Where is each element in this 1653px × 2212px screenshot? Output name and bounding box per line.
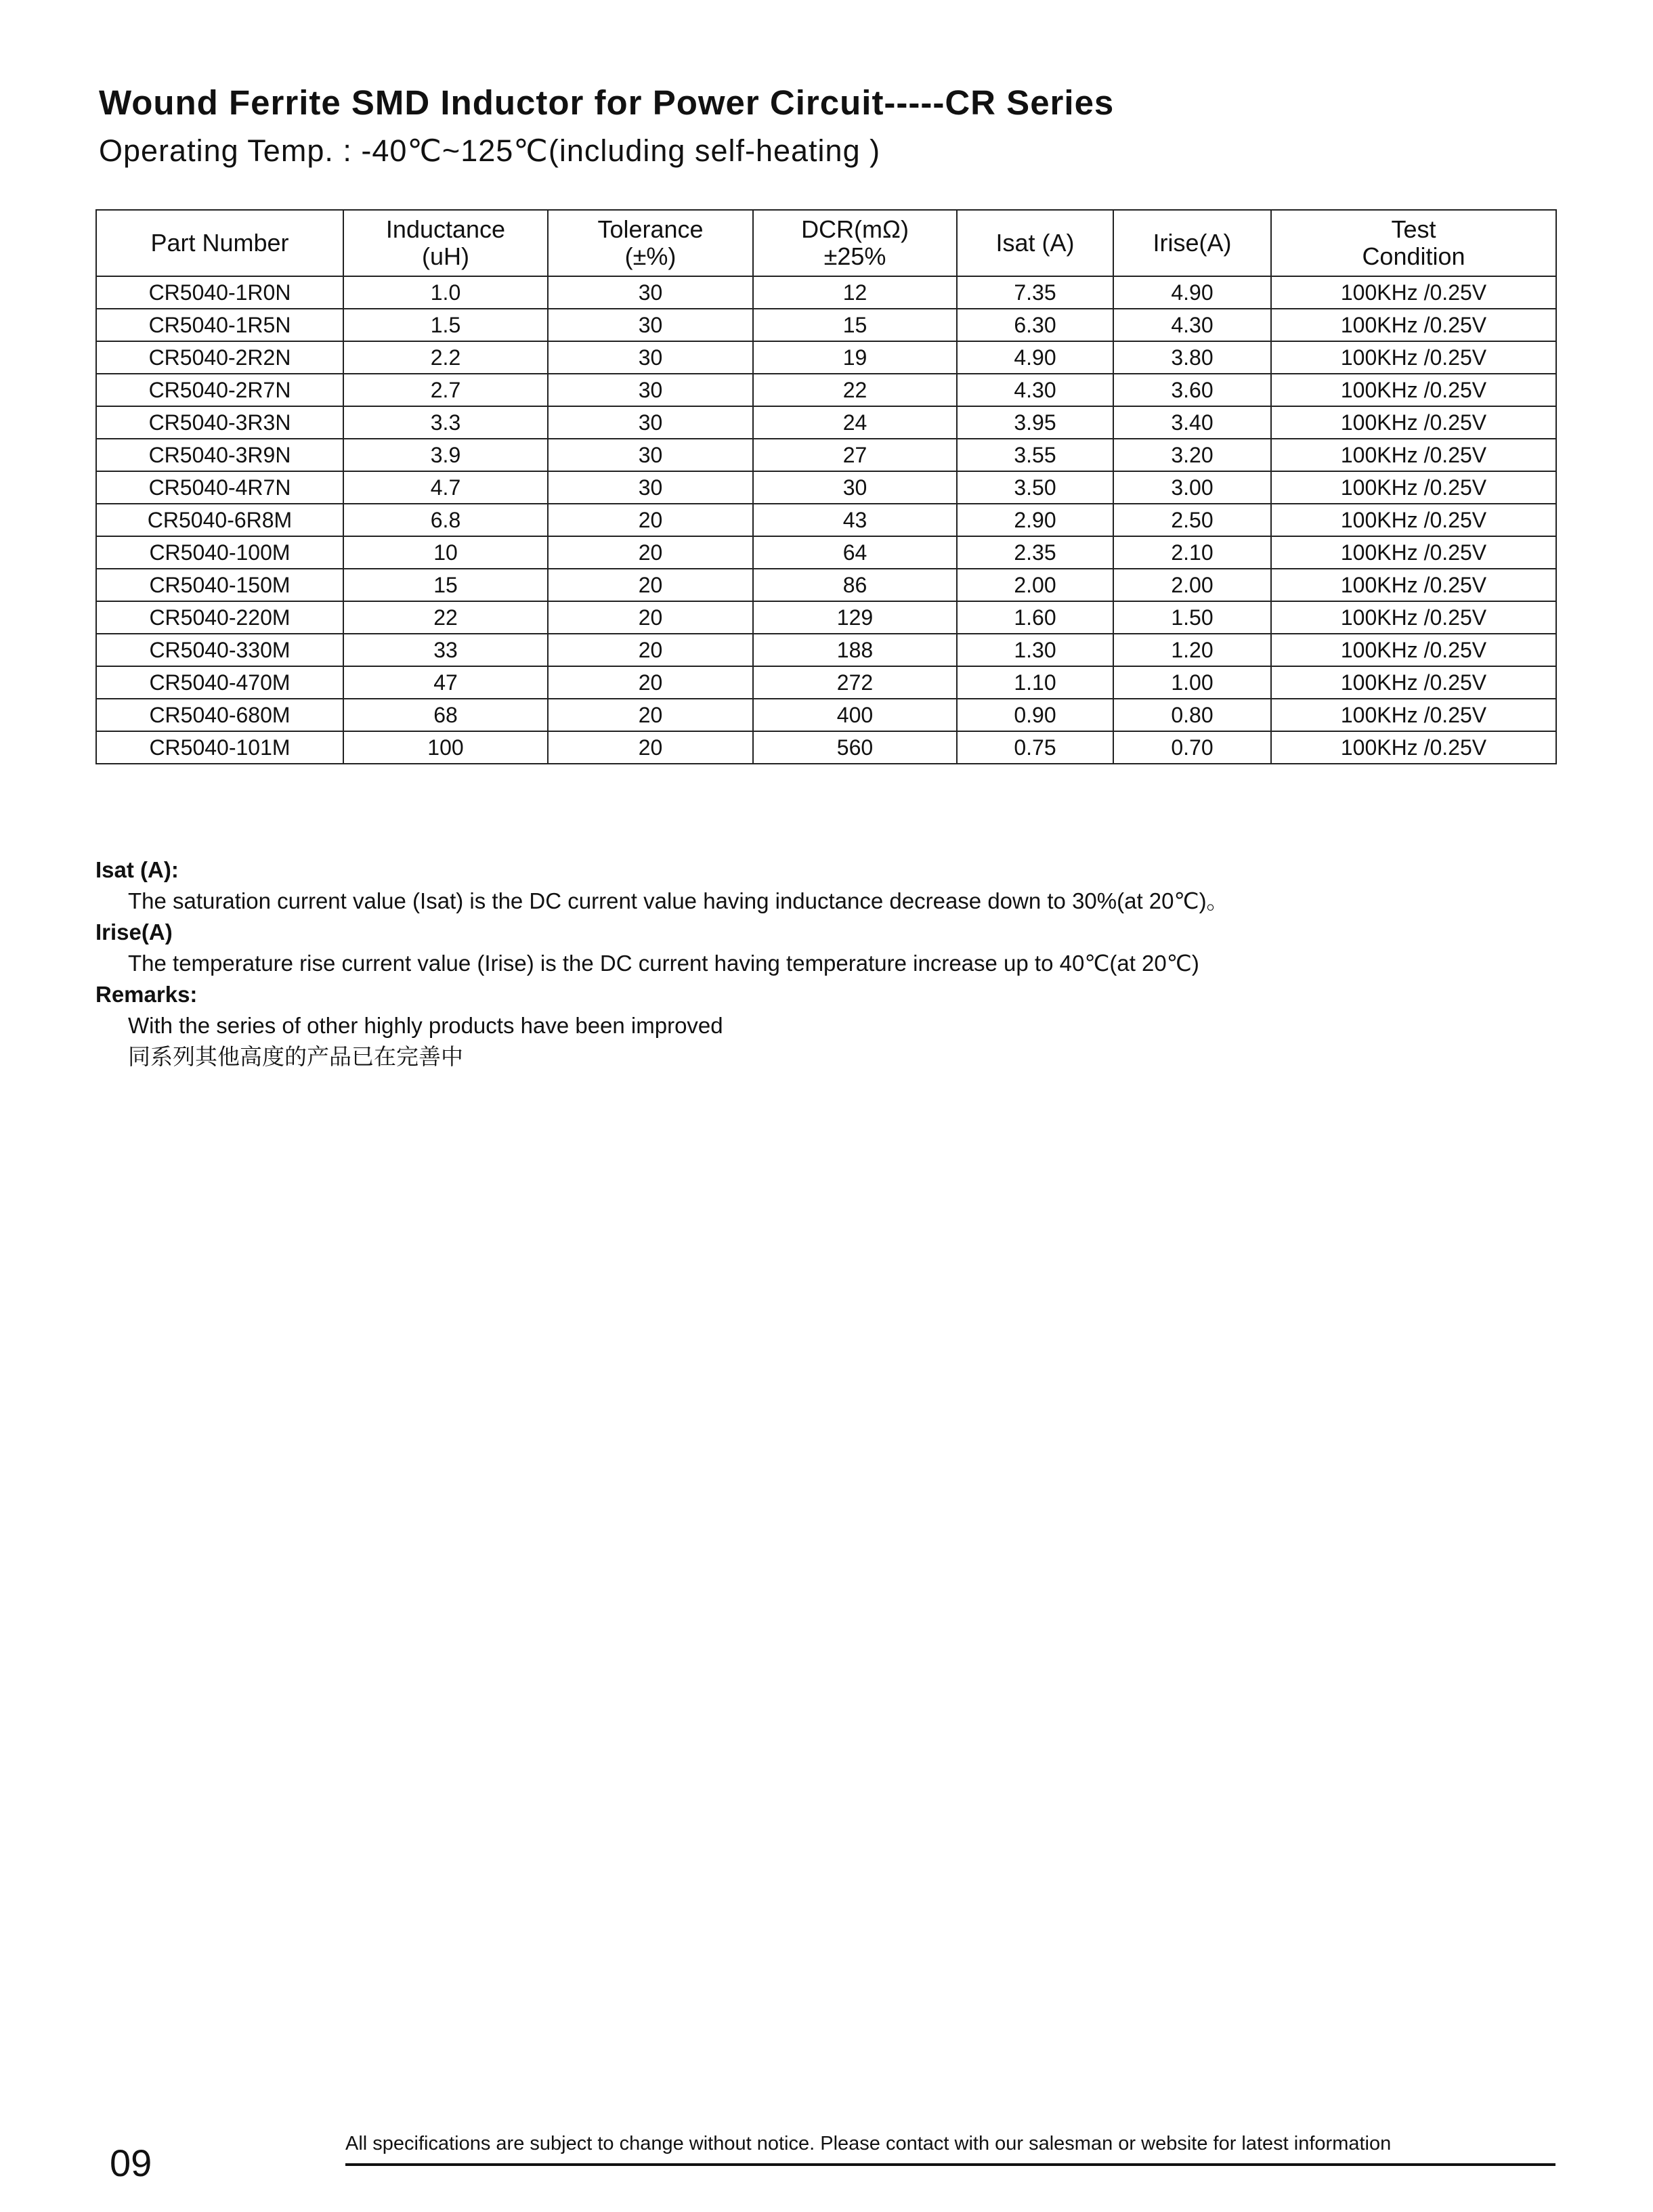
isat-cell: 2.35	[957, 536, 1113, 569]
tolerance-cell: 30	[548, 374, 753, 406]
test-condition-cell: 100KHz /0.25V	[1271, 699, 1556, 731]
operating-temperature: Operating Temp. : -40℃~125℃(including self-heating )	[99, 133, 881, 168]
table-row	[96, 276, 1556, 309]
test-condition-cell: 100KHz /0.25V	[1271, 406, 1556, 439]
inductance-cell: 1.0	[343, 276, 548, 309]
isat-cell: 6.30	[957, 309, 1113, 341]
part-number-cell: CR5040-220M	[96, 601, 343, 634]
isat-cell: 0.90	[957, 699, 1113, 731]
col-header-tolerance: Tolerance (±%)	[548, 210, 753, 276]
inductance-cell: 2.2	[343, 341, 548, 374]
isat-cell: 7.35	[957, 276, 1113, 309]
col-header-part-number: Part Number	[96, 210, 343, 276]
note-heading: Isat (A):	[95, 857, 179, 882]
part-number-cell: CR5040-1R0N	[96, 276, 343, 309]
dcr-cell: 30	[753, 471, 957, 504]
test-condition-cell: 100KHz /0.25V	[1271, 276, 1556, 309]
irise-cell: 0.80	[1113, 699, 1271, 731]
isat-cell: 2.90	[957, 504, 1113, 536]
test-condition-cell: 100KHz /0.25V	[1271, 731, 1556, 764]
irise-cell: 1.20	[1113, 634, 1271, 666]
tolerance-cell: 30	[548, 276, 753, 309]
table-row	[96, 666, 1556, 699]
page-number: 09	[110, 2142, 152, 2184]
test-condition-cell: 100KHz /0.25V	[1271, 341, 1556, 374]
tolerance-cell: 30	[548, 341, 753, 374]
part-number-cell: CR5040-2R2N	[96, 341, 343, 374]
table-row	[96, 569, 1556, 601]
table-body	[96, 276, 1556, 764]
irise-cell: 2.10	[1113, 536, 1271, 569]
test-condition-cell: 100KHz /0.25V	[1271, 601, 1556, 634]
isat-cell: 1.10	[957, 666, 1113, 699]
part-number-cell: CR5040-2R7N	[96, 374, 343, 406]
tolerance-cell: 30	[548, 406, 753, 439]
dcr-cell: 22	[753, 374, 957, 406]
tolerance-cell: 20	[548, 731, 753, 764]
irise-cell: 4.90	[1113, 276, 1271, 309]
table-row	[96, 504, 1556, 536]
irise-cell: 1.00	[1113, 666, 1271, 699]
table-header-row	[96, 210, 1556, 276]
isat-cell: 1.30	[957, 634, 1113, 666]
dcr-cell: 86	[753, 569, 957, 601]
col-header-test-condition: Test Condition	[1271, 210, 1556, 276]
isat-cell: 3.95	[957, 406, 1113, 439]
part-number-cell: CR5040-101M	[96, 731, 343, 764]
dcr-cell: 43	[753, 504, 957, 536]
inductance-cell: 22	[343, 601, 548, 634]
inductance-cell: 33	[343, 634, 548, 666]
col-header-inductance: Inductance (uH)	[343, 210, 548, 276]
inductance-cell: 100	[343, 731, 548, 764]
irise-cell: 3.40	[1113, 406, 1271, 439]
tolerance-cell: 20	[548, 699, 753, 731]
isat-cell: 0.75	[957, 731, 1113, 764]
spec-table	[95, 209, 1557, 764]
tolerance-cell: 20	[548, 601, 753, 634]
isat-cell: 3.50	[957, 471, 1113, 504]
test-condition-cell: 100KHz /0.25V	[1271, 374, 1556, 406]
page-title: Wound Ferrite SMD Inductor for Power Circuit-----CR Series	[99, 83, 1115, 122]
dcr-cell: 188	[753, 634, 957, 666]
table-row	[96, 309, 1556, 341]
inductance-cell: 47	[343, 666, 548, 699]
inductance-cell: 10	[343, 536, 548, 569]
tolerance-cell: 20	[548, 666, 753, 699]
table-row	[96, 374, 1556, 406]
table-row	[96, 471, 1556, 504]
tolerance-cell: 20	[548, 569, 753, 601]
part-number-cell: CR5040-6R8M	[96, 504, 343, 536]
note-heading: Remarks:	[95, 982, 198, 1007]
dcr-cell: 272	[753, 666, 957, 699]
table-row	[96, 536, 1556, 569]
table-row	[96, 634, 1556, 666]
footer-disclaimer: All specifications are subject to change without notice. Please contact with our salesman or website for latest information	[345, 2133, 1555, 2166]
part-number-cell: CR5040-1R5N	[96, 309, 343, 341]
irise-cell: 4.30	[1113, 309, 1271, 341]
part-number-cell: CR5040-3R9N	[96, 439, 343, 471]
irise-cell: 3.60	[1113, 374, 1271, 406]
isat-cell: 4.90	[957, 341, 1113, 374]
part-number-cell: CR5040-3R3N	[96, 406, 343, 439]
note-heading: Irise(A)	[95, 919, 173, 945]
notes-section	[95, 854, 1229, 1072]
note-text: With the series of other highly products have been improved	[128, 1013, 723, 1038]
part-number-cell: CR5040-470M	[96, 666, 343, 699]
dcr-cell: 12	[753, 276, 957, 309]
table-row	[96, 439, 1556, 471]
irise-cell: 2.00	[1113, 569, 1271, 601]
test-condition-cell: 100KHz /0.25V	[1271, 504, 1556, 536]
dcr-cell: 27	[753, 439, 957, 471]
table-row	[96, 341, 1556, 374]
test-condition-cell: 100KHz /0.25V	[1271, 634, 1556, 666]
part-number-cell: CR5040-100M	[96, 536, 343, 569]
note-text: The saturation current value (Isat) is the DC current value having inductance decrease down to 30%(at 20℃)。	[128, 888, 1229, 913]
inductance-cell: 4.7	[343, 471, 548, 504]
isat-cell: 1.60	[957, 601, 1113, 634]
irise-cell: 3.00	[1113, 471, 1271, 504]
inductance-cell: 2.7	[343, 374, 548, 406]
dcr-cell: 64	[753, 536, 957, 569]
irise-cell: 3.80	[1113, 341, 1271, 374]
tolerance-cell: 20	[548, 504, 753, 536]
irise-cell: 0.70	[1113, 731, 1271, 764]
irise-cell: 2.50	[1113, 504, 1271, 536]
part-number-cell: CR5040-4R7N	[96, 471, 343, 504]
test-condition-cell: 100KHz /0.25V	[1271, 471, 1556, 504]
tolerance-cell: 20	[548, 634, 753, 666]
part-number-cell: CR5040-680M	[96, 699, 343, 731]
tolerance-cell: 30	[548, 309, 753, 341]
dcr-cell: 24	[753, 406, 957, 439]
test-condition-cell: 100KHz /0.25V	[1271, 439, 1556, 471]
tolerance-cell: 20	[548, 536, 753, 569]
tolerance-cell: 30	[548, 471, 753, 504]
inductance-cell: 3.9	[343, 439, 548, 471]
isat-cell: 2.00	[957, 569, 1113, 601]
table-row	[96, 699, 1556, 731]
col-header-isat: Isat (A)	[957, 210, 1113, 276]
dcr-cell: 129	[753, 601, 957, 634]
irise-cell: 1.50	[1113, 601, 1271, 634]
note-text: 同系列其他高度的产品已在完善中	[128, 1044, 463, 1069]
inductance-cell: 15	[343, 569, 548, 601]
dcr-cell: 15	[753, 309, 957, 341]
col-header-dcr: DCR(mΩ) ±25%	[753, 210, 957, 276]
part-number-cell: CR5040-150M	[96, 569, 343, 601]
col-header-irise: Irise(A)	[1113, 210, 1271, 276]
note-text: The temperature rise current value (Irise) is the DC current having temperature increase up to 40℃(at 20℃)	[128, 951, 1199, 976]
inductance-cell: 1.5	[343, 309, 548, 341]
test-condition-cell: 100KHz /0.25V	[1271, 309, 1556, 341]
dcr-cell: 400	[753, 699, 957, 731]
inductance-cell: 6.8	[343, 504, 548, 536]
table-row	[96, 406, 1556, 439]
inductance-cell: 3.3	[343, 406, 548, 439]
tolerance-cell: 30	[548, 439, 753, 471]
inductance-cell: 68	[343, 699, 548, 731]
part-number-cell: CR5040-330M	[96, 634, 343, 666]
dcr-cell: 560	[753, 731, 957, 764]
table-row	[96, 601, 1556, 634]
table-row	[96, 731, 1556, 764]
test-condition-cell: 100KHz /0.25V	[1271, 536, 1556, 569]
irise-cell: 3.20	[1113, 439, 1271, 471]
test-condition-cell: 100KHz /0.25V	[1271, 666, 1556, 699]
isat-cell: 4.30	[957, 374, 1113, 406]
isat-cell: 3.55	[957, 439, 1113, 471]
dcr-cell: 19	[753, 341, 957, 374]
test-condition-cell: 100KHz /0.25V	[1271, 569, 1556, 601]
